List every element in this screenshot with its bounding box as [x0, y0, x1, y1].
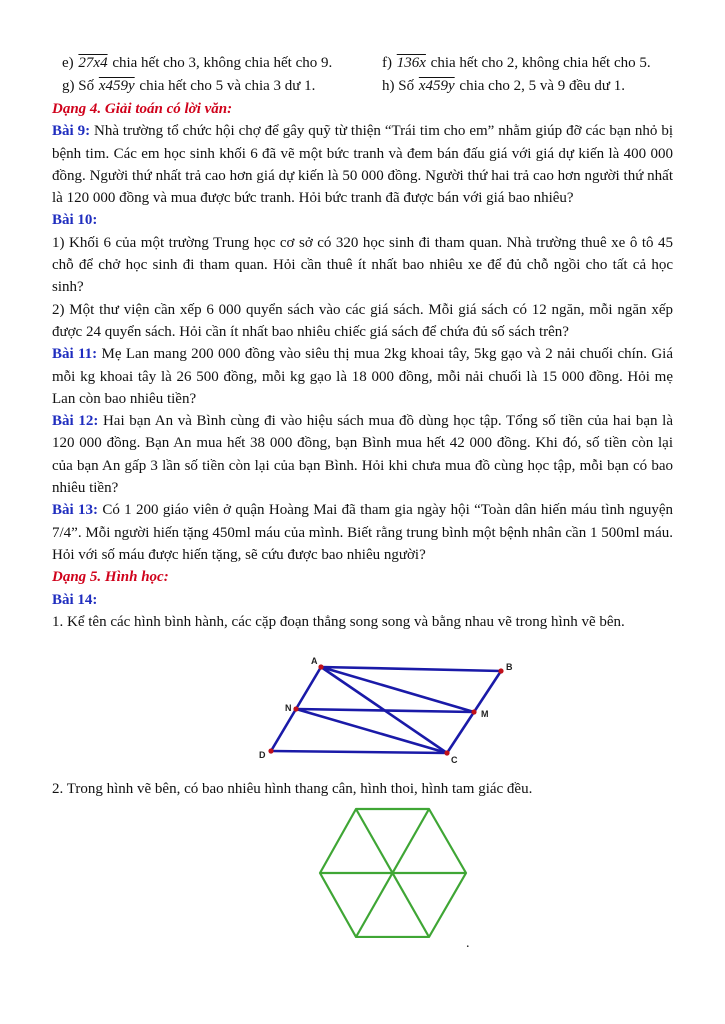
exercise-bai-14-question-2: 2. Trong hình vẽ bên, có bao nhiêu hình thang cân, hình thoi, hình tam giác đều.	[52, 781, 533, 797]
segment-cd	[271, 751, 447, 753]
point-d	[268, 748, 273, 753]
stray-dot: .	[466, 936, 470, 951]
exercise-label: Bài 13:	[52, 502, 98, 519]
overlined-number: 136x	[396, 55, 426, 71]
exercise-f: f) 136x chia hết cho 2, không chia hết cho 5.	[382, 55, 651, 71]
label-a: A	[311, 656, 318, 666]
overlined-number: x459y	[98, 78, 135, 94]
point-c	[444, 750, 449, 755]
label-d: D	[259, 750, 266, 760]
exercise-bai-10-part-1: 1) Khối 6 của một trường Trung học cơ sở có 320 học sinh đi tham quan. Nhà trường thuê xe ô tô 45 chỗ để chở học sinh đi tham quan. Hỏi cần thuê ít nhất bao nhiêu xe để đủ chỗ ngồi cho tất cả học sinh?	[52, 234, 673, 296]
exercise-h: h) Số x459y chia cho 2, 5 và 9 đều dư 1.	[382, 78, 626, 94]
hexagon-figure	[318, 806, 468, 938]
parallelogram-figure	[255, 655, 525, 767]
segment-nm	[296, 709, 474, 712]
exercise-row-gh	[52, 75, 673, 98]
exercise-e: e) 27x4 chia hết cho 3, không chia hết cho 9.	[62, 55, 333, 71]
label-b: B	[506, 662, 513, 672]
label-m: M	[481, 709, 489, 719]
exercise-bai-12: Bài 12: Hai bạn An và Bình cùng đi vào hiệu sách mua đồ dùng học tập. Tổng số tiền của hai bạn là 120 000 đồng. Bạn An mua hết 38 000 đồng, bạn Bình mua hết 42 000 đồng. Khi đó, số tiền còn lại của bạn An gấp 3 lần số tiền còn lại của bạn Bình. Hỏi khi chưa mua đồ cùng học tập, mỗi bạn có bao nhiêu tiền?	[52, 413, 674, 497]
point-a	[318, 664, 323, 669]
segment-am	[321, 667, 474, 712]
exercise-label: Bài 9:	[52, 123, 91, 140]
exercise-bai-11: Bài 11: Mẹ Lan mang 200 000 đồng vào siêu thị mua 2kg khoai tây, 5kg gạo và 2 nải chuối chín. Giá mỗi kg khoai tây là 26 500 đồng, mỗi kg gạo là 18 000 đồng, mỗi nải chuối là 15 000 đồng. Hỏi mẹ Lan còn bao nhiêu tiền?	[52, 346, 674, 407]
exercise-bai-9: Bài 9: Nhà trường tổ chức hội chợ để gây quỹ từ thiện “Trái tim cho em” nhằm giúp đỡ các bạn nhỏ bị bệnh tim. Các em học sinh khối 6 đã vẽ một bức tranh và đem bán đấu giá với giá dự kiến là 400 000 đồng. Người thứ nhất trả cao hơn giá dự kiến là 50 000 đồng. Người thứ hai trả cao hơn người thứ nhất là 120 000 đồng và mua được bức tranh. Hỏi bức tranh đã được bán với giá bao nhiêu?	[52, 123, 674, 207]
point-b	[498, 668, 503, 673]
overlined-number: x459y	[418, 78, 455, 94]
exercise-label: Bài 14:	[52, 591, 98, 608]
document-page	[52, 52, 673, 633]
exercise-label: Bài 11:	[52, 346, 98, 363]
exercise-bai-10-part-2: 2) Một thư viện cần xếp 6 000 quyển sách vào các giá sách. Mỗi giá sách có 12 ngăn, mỗi ngăn xếp được 24 quyển sách. Hỏi cần ít nhất bao nhiêu chiếc giá sách để chứa đủ số sách trên?	[52, 301, 673, 340]
section-heading-5: Dạng 5. Hình học:	[52, 569, 169, 586]
section-heading-4: Dạng 4. Giải toán có lời văn:	[52, 101, 233, 117]
exercise-bai-13: Bài 13: Có 1 200 giáo viên ở quận Hoàng Mai đã tham gia ngày hội “Toàn dân hiến máu tình nguyện 7/4”. Mỗi người hiến tặng 450ml máu của mình. Biết rằng trung bình một bệnh nhân cần 1 500ml máu. Hỏi với số máu được hiến tặng, sẽ cứu được bao nhiêu người?	[52, 502, 673, 563]
label-n: N	[285, 703, 292, 713]
segment-nc	[296, 709, 447, 753]
exercise-g: g) Số x459y chia hết cho 5 và chia 3 dư 1.	[62, 78, 316, 94]
exercise-bai-14-question-1: 1. Kể tên các hình bình hành, các cặp đoạn thẳng song song và bằng nhau vẽ trong hình vẽ bên.	[52, 613, 625, 630]
label-c: C	[451, 755, 458, 765]
segment-ab	[321, 667, 501, 671]
overlined-number: 27x4	[78, 55, 108, 71]
exercise-label: Bài 10:	[52, 212, 98, 229]
exercise-row-ef	[52, 52, 673, 75]
point-n	[293, 706, 298, 711]
point-m	[471, 709, 476, 714]
exercise-label: Bài 12:	[52, 413, 99, 430]
